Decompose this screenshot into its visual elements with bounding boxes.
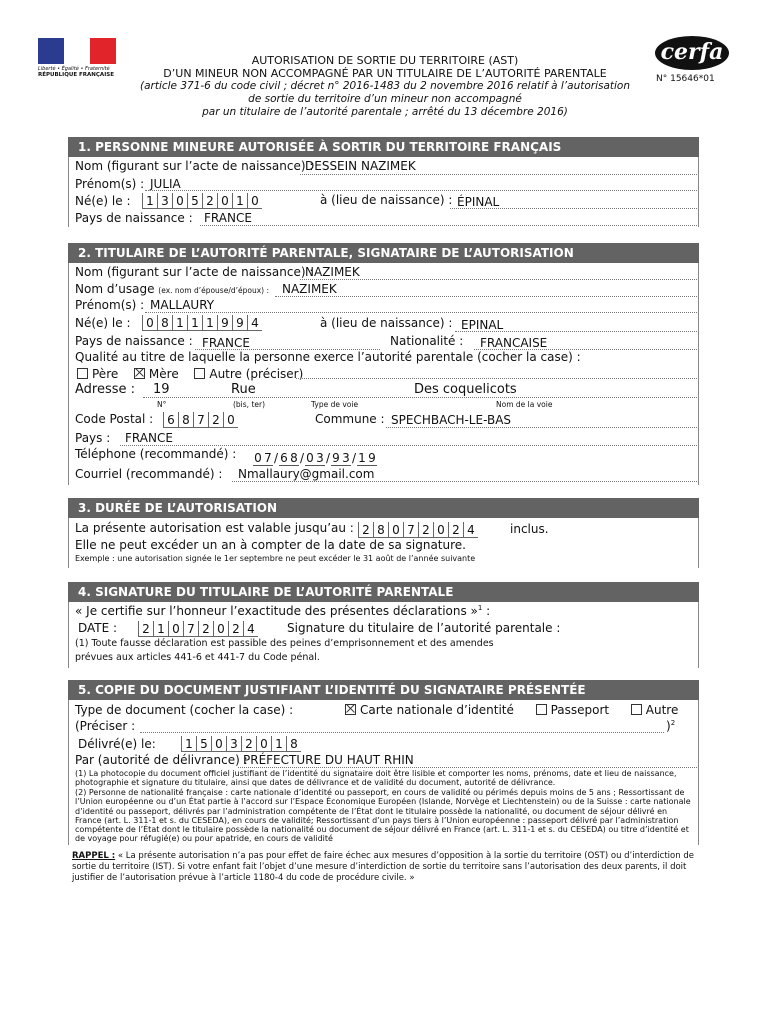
digit-cell: 2 [359, 522, 374, 537]
s2-commune-value[interactable]: SPECHBACH-LE-BAS [391, 413, 512, 427]
autre-checkbox[interactable] [194, 368, 205, 379]
s4-sign-label: Signature du titulaire de l’autorité parentale : [287, 621, 561, 635]
validity-date-field[interactable] [358, 522, 478, 538]
s1-lieu-label: à (lieu de naissance) : [320, 193, 453, 207]
s1-pays-label: Pays de naissance : [75, 211, 193, 225]
caption-type: Type de voie [311, 400, 359, 409]
cni-label: Carte nationale d’identité [360, 703, 514, 717]
s3-line2: Elle ne peut excéder un an à compter de la date de sa signature. [75, 538, 466, 552]
rappel-label: RAPPEL : [72, 851, 116, 861]
s3-valid-label: La présente autorisation est valable jusqu’au : [75, 521, 354, 535]
autre-label: Autre (préciser) [209, 367, 304, 381]
pere-label: Père [92, 367, 119, 381]
signature-date-field[interactable] [138, 621, 258, 637]
s4-certify: « Je certifie sur l’honneur l’exactitude des présentes déclarations » [75, 604, 478, 618]
s2-usage-hint: (ex. nom d’épouse/d’époux) : [158, 286, 269, 295]
s3-inclus: inclus. [510, 522, 549, 536]
phone-separator: / [325, 451, 331, 465]
s2-usage-label: Nom d’usage [75, 282, 155, 296]
s5-autorite-label: Par (autorité de délivrance) : [75, 753, 248, 767]
digit-cell: 1 [154, 621, 169, 636]
digit-cell: 2 [229, 621, 244, 636]
phone-digit: 9 [332, 451, 340, 465]
preciser-field[interactable] [140, 732, 664, 733]
s2-birth-label: Né(e) le : [75, 316, 131, 330]
digit-cell: 2 [449, 522, 464, 537]
s1-pays-value[interactable]: FRANCE [204, 211, 252, 225]
digit-cell: 1 [272, 736, 287, 751]
digit-cell: 1 [233, 193, 248, 208]
s5-footnote1: (1) La photocopie du document officiel justifiant de l’identité du signataire doit être lisible et comporter les noms, prénoms, date et lieu de naissance, photographie et signature du titulaire, ainsi que dates de délivrance et de validité du document, autorité de délivrance. [75, 769, 677, 788]
digit-cell: 1 [173, 315, 188, 330]
digit-cell: 0 [173, 193, 188, 208]
postal-code-field[interactable] [163, 412, 238, 428]
s2-pays2-value[interactable]: FRANCE [125, 431, 173, 445]
digit-cell: 2 [209, 412, 224, 427]
title-line2: D’UN MINEUR NON ACCOMPAGNÉ PAR UN TITULAIRE DE L’AUTORITÉ PARENTALE [163, 67, 607, 80]
digit-cell: 0 [251, 194, 259, 208]
section3-header: 3. DURÉE DE L’AUTORISATION [68, 498, 699, 518]
s2-adresse-label: Adresse : [75, 382, 136, 397]
digit-cell: 5 [197, 736, 212, 751]
s2-tel-label: Téléphone (recommandé) : [75, 447, 237, 461]
s4-certify-sup: 1 [477, 604, 483, 612]
digit-cell: 7 [184, 621, 199, 636]
digit-cell: 4 [251, 316, 259, 330]
title-line1: AUTORISATION DE SORTIE DU TERRITOIRE (AST) [251, 54, 519, 67]
s2-cp-label: Code Postal : [75, 412, 154, 426]
digit-cell: 0 [227, 413, 235, 427]
s5-footnote2: (2) Personne de nationalité française : carte nationale d’identité ou passeport, en cours de validité ou périmés depuis moins de 5 ans ; Ressortissant de l’Union européenne ou d’un État partie à l’accord sur l’Espace Économique Européen (Islande, Norvège et Liechtenstein) ou de la Suisse : carte nationale d’identité ou passeport, délivrés par l’administration compétente de l’État dont le titulaire possède la nationalité, ou document de séjour délivré en France (art. L. 311-1 et s. du CESEDA), en cours de validité; Ressortissant d’un pays tiers à l’Union européenne : passeport délivré par l’administration compétente de l’État dont le titulaire possède la nationalité ou document de séjour délivré en France (art. L. 311-1 et s. du CESEDA) ou titre d’identité et de voyage pour réfugié(e) ou pour apatride, en cours de validité [75, 788, 691, 844]
digit-cell: 3 [227, 736, 242, 751]
caption-num: N° [157, 400, 167, 409]
s2-adr-type[interactable]: Rue [231, 382, 256, 397]
s5-preciser-label: (Préciser : [75, 719, 136, 733]
form-title-block [120, 54, 650, 119]
digit-cell: 0 [214, 621, 229, 636]
s5-preciser-sup: 2 [670, 719, 676, 727]
phone-separator: / [351, 451, 357, 465]
s4-date-label: DATE : [78, 621, 118, 635]
digit-cell: 1 [143, 193, 158, 208]
s2-mail-label: Courriel (recommandé) : [75, 467, 223, 481]
s2-nat-label: Nationalité : [390, 334, 464, 348]
digit-cell: 0 [389, 522, 404, 537]
digit-cell: 8 [158, 315, 173, 330]
digit-cell: 0 [257, 736, 272, 751]
s2-adr-voie[interactable]: Des coquelicots [414, 382, 517, 397]
s1-birth-label: Né(e) le : [75, 194, 131, 208]
cni-checkbox[interactable] [345, 704, 356, 715]
passeport-checkbox[interactable] [536, 704, 547, 715]
s4-certify-end: : [482, 604, 491, 618]
s2-qualite-label: Qualité au titre de laquelle la personne exerce l’autorité parentale (cocher la case) : [75, 350, 581, 364]
s1-birth-date-field[interactable] [142, 193, 262, 209]
phone-digit: 8 [290, 451, 298, 465]
digit-cell: 0 [169, 621, 184, 636]
section4-header: 4. SIGNATURE DU TITULAIRE DE L’AUTORITÉ PARENTALE [68, 582, 699, 602]
phone-separator: / [299, 451, 305, 465]
logo-motto: Liberté • Égalité • Fraternité [38, 66, 110, 72]
digit-cell: 4 [247, 622, 255, 636]
subtitle-line1: (article 371-6 du code civil ; décret n° 2016-1483 du 2 novembre 2016 relatif à l’autorisation [139, 80, 631, 92]
cerfa-number: N° 15646*01 [656, 74, 715, 84]
section5-header: 5. COPIE DU DOCUMENT JUSTIFIANT L’IDENTITÉ DU SIGNATAIRE PRÉSENTÉE [68, 680, 699, 700]
digit-cell: 4 [467, 523, 475, 537]
mere-checkbox[interactable] [134, 368, 145, 379]
s2-nom-label: Nom (figurant sur l’acte de naissance) : [75, 265, 314, 279]
digit-cell: 2 [139, 621, 154, 636]
digit-cell: 5 [188, 193, 203, 208]
marianne-flag-icon [38, 38, 116, 64]
digit-cell: 1 [182, 736, 197, 751]
s5-delivre-label: Délivré(e) le: [78, 737, 156, 751]
phone-digit: 6 [280, 451, 288, 465]
digit-cell: 0 [143, 315, 158, 330]
s2-birth-date-field[interactable] [142, 315, 262, 331]
digit-cell: 1 [188, 315, 203, 330]
digit-cell: 2 [419, 522, 434, 537]
pere-checkbox[interactable] [77, 368, 88, 379]
digit-cell: 0 [212, 736, 227, 751]
phone-digit: 0 [254, 451, 262, 465]
digit-cell: 0 [434, 522, 449, 537]
republique-francaise-logo [38, 38, 116, 78]
caption-bis: (bis, ter) [233, 400, 266, 409]
digit-cell: 8 [374, 522, 389, 537]
digit-cell: 9 [218, 315, 233, 330]
phone-digit: 1 [358, 451, 366, 465]
subtitle-line3: par un titulaire de l’autorité parentale ; arrêté du 13 décembre 2016) [202, 106, 568, 118]
mere-label: Mère [148, 367, 179, 381]
phone-digit: 3 [316, 451, 324, 465]
s5-type-label: Type de document (cocher la case) : [75, 703, 294, 717]
phone-field[interactable] [253, 451, 377, 466]
digit-cell: 3 [158, 193, 173, 208]
s2-mail-value[interactable]: Nmallaury@gmail.com [238, 467, 375, 481]
s1-prenom-label: Prénom(s) : [75, 177, 145, 191]
digit-cell: 8 [290, 737, 298, 751]
s5-preciser-end: ) [666, 719, 671, 733]
rappel-block [72, 851, 700, 884]
s5-autorite-value[interactable]: PRÉFECTURE DU HAUT RHIN [243, 753, 414, 767]
section2-header: 2. TITULAIRE DE L’AUTORITÉ PARENTALE, SIGNATAIRE DE L’AUTORISATION [68, 243, 699, 263]
digit-cell: 2 [242, 736, 257, 751]
phone-digit: 0 [306, 451, 314, 465]
s2-prenom-value[interactable]: MALLAURY [150, 298, 215, 312]
section1-header: 1. PERSONNE MINEURE AUTORISÉE À SORTIR DU TERRITOIRE FRANÇAIS [68, 137, 699, 157]
s2-pays-value[interactable]: FRANCE [202, 336, 250, 350]
s4-note2: prévues aux articles 441-6 et 441-7 du Code pénal. [75, 652, 320, 663]
s2-pays-label: Pays de naissance : [75, 334, 193, 348]
caption-voie: Nom de la voie [496, 400, 553, 409]
phone-separator: / [273, 451, 279, 465]
subtitle-line2: de sortie du territoire d’un mineur non accompagné [248, 93, 522, 105]
rappel-text: « La présente autorisation n’a pas pour effet de faire échec aux mesures d’opposition à la sortie du territoire (OST) ou d’interdiction de sortie du territoire (IST). Si votre enfant fait l’objet d’une mesure d’interdiction de sortie du territoire sans l’autorisation des deux parents, il doit justifier de l’autorisation prévue à l’article 1180-4 du code de procédure civile. » [72, 851, 694, 883]
s2-pays2-label: Pays : [75, 431, 111, 445]
cerfa-logo: cerfa [655, 36, 729, 70]
digit-cell: 6 [164, 412, 179, 427]
passeport-label: Passeport [550, 703, 610, 717]
s2-adr-num[interactable]: 19 [153, 382, 170, 397]
autre-doc-label: Autre [645, 703, 679, 717]
issue-date-field[interactable] [181, 736, 301, 752]
s1-nom-label: Nom (figurant sur l’acte de naissance) : [75, 159, 314, 173]
logo-republic: RÉPUBLIQUE FRANÇAISE [38, 72, 114, 78]
s1-nom-value[interactable]: DESSEIN NAZIMEK [305, 159, 416, 173]
s2-prenom-label: Prénom(s) : [75, 298, 145, 312]
s2-commune-label: Commune : [315, 412, 385, 426]
s4-note1: (1) Toute fausse déclaration est passible des peines d’emprisonnement et des amendes [75, 638, 494, 649]
digit-cell: 2 [203, 193, 218, 208]
s2-lieu-label: à (lieu de naissance) : [320, 316, 453, 330]
s2-lieu-value[interactable]: EPINAL [461, 318, 504, 332]
digit-cell: 0 [218, 193, 233, 208]
autre-doc-checkbox[interactable] [631, 704, 642, 715]
s2-usage-value[interactable]: NAZIMEK [282, 282, 337, 296]
phone-digit: 9 [368, 451, 376, 465]
phone-digit: 3 [342, 451, 350, 465]
s3-example: Exemple : une autorisation signée le 1er septembre ne peut excéder le 31 août de l’année suivante [75, 554, 476, 563]
phone-digit: 7 [264, 451, 272, 465]
digit-cell: 7 [194, 412, 209, 427]
s2-nom-value[interactable]: NAZIMEK [305, 265, 360, 279]
digit-cell: 8 [179, 412, 194, 427]
s2-nat-value[interactable]: FRANCAISE [480, 336, 548, 350]
digit-cell: 9 [233, 315, 248, 330]
digit-cell: 2 [199, 621, 214, 636]
s1-lieu-value[interactable]: ÉPINAL [457, 195, 500, 209]
digit-cell: 1 [203, 315, 218, 330]
s1-prenom-value[interactable]: JULIA [150, 177, 181, 191]
digit-cell: 7 [404, 522, 419, 537]
